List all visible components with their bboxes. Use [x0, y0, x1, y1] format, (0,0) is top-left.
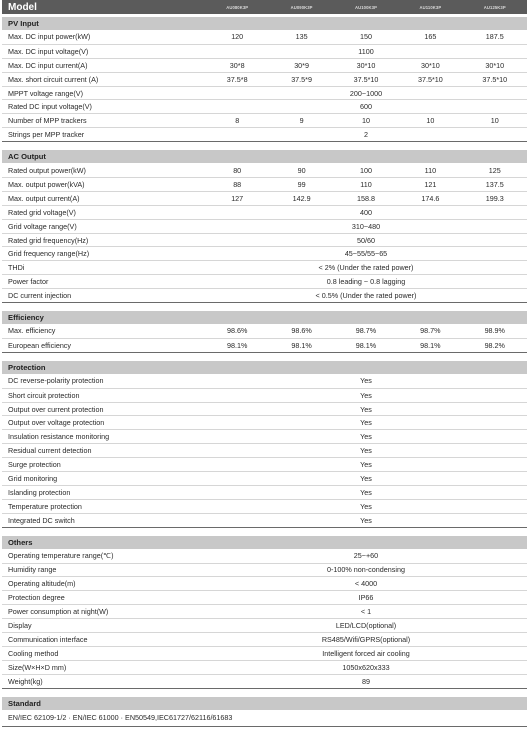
section-pv-input [2, 17, 527, 142]
shared-value: 25~+60 [353, 551, 379, 561]
shared-value: Yes [360, 404, 372, 414]
model-column: AU080K3P [226, 4, 249, 10]
parameter-label: Grid voltage range(V) [8, 221, 77, 231]
standard-text: EN/IEC 62109-1/2 · EN/IEC 61000 · EN50549,IEC61727/62116/61683 [8, 713, 233, 723]
value-cell: 90 [297, 165, 306, 175]
shared-value: Yes [360, 515, 372, 525]
spec-row [2, 205, 527, 219]
value-cell: 158.8 [356, 193, 375, 203]
section-standard [2, 697, 527, 727]
model-label: Model [8, 1, 37, 13]
spec-row [2, 274, 527, 288]
shared-value: < 2% (Under the rated power) [318, 263, 414, 273]
value-cell: 137.5 [485, 179, 504, 189]
spec-row [2, 324, 527, 338]
parameter-label: Max. output current(A) [8, 193, 80, 203]
spec-row [2, 72, 527, 86]
parameter-label: Rated grid frequency(Hz) [8, 235, 89, 245]
value-cell: 120 [231, 32, 244, 42]
spec-row [2, 58, 527, 72]
value-cell: 98.9% [484, 326, 505, 336]
spec-row [2, 246, 527, 260]
value-cell: 98.1% [420, 340, 441, 350]
value-cell: 98.1% [291, 340, 312, 350]
section-body [2, 374, 527, 528]
parameter-label: Operating altitude(m) [8, 579, 76, 589]
parameter-label: Short circuit protection [8, 390, 80, 400]
shared-value: 0-100% non-condensing [327, 565, 405, 575]
parameter-label: Protection degree [8, 593, 65, 603]
parameter-label: Residual current detection [8, 446, 92, 456]
shared-value: 1050x620x333 [342, 662, 390, 672]
shared-value: 400 [360, 207, 372, 217]
model-column: AU110K3P [419, 4, 442, 10]
value-cell: 37.5*10 [417, 74, 443, 84]
parameter-label: Max. DC input current(A) [8, 60, 88, 70]
value-cell: 165 [424, 32, 437, 42]
value-cell: 98.2% [484, 340, 505, 350]
spec-row [2, 646, 527, 660]
spec-sheet [2, 0, 527, 727]
value-cell: 30*9 [294, 60, 309, 70]
shared-value: LED/LCD(optional) [335, 621, 397, 630]
spec-row [2, 590, 527, 604]
value-cell: 121 [424, 179, 437, 189]
value-cell: 80 [233, 165, 242, 175]
value-cell: 30*10 [356, 60, 376, 70]
spec-row [2, 86, 527, 100]
parameter-label: Humidity range [8, 565, 57, 575]
parameter-label: Operating temperature range(℃) [8, 551, 114, 561]
shared-value: 0.8 leading ~ 0.8 lagging [326, 277, 406, 287]
spec-row [2, 219, 527, 233]
spec-row [2, 191, 527, 205]
parameter-label: Max. short circuit current (A) [8, 74, 99, 84]
spec-row [2, 402, 527, 416]
section-title: Standard [2, 697, 527, 710]
shared-value: 200~1000 [349, 88, 383, 98]
value-cell: 98.1% [355, 340, 377, 350]
value-cell: 30*10 [420, 60, 440, 70]
spec-row [2, 260, 527, 274]
value-cell: 187.5 [485, 32, 504, 42]
parameter-label: Integrated DC switch [8, 515, 75, 525]
parameter-label: Weight(kg) [8, 676, 43, 686]
parameter-label: Size(W×H×D mm) [8, 662, 67, 672]
value-cell: 37.5*9 [291, 74, 312, 84]
parameter-label: Max. output power(kVA) [8, 179, 85, 189]
model-column: AU090K3P [290, 4, 313, 10]
parameter-label: Output over current protection [8, 404, 104, 414]
section-title: PV Input [2, 17, 527, 30]
value-cell: 30*10 [485, 60, 505, 70]
parameter-label: Cooling method [8, 648, 59, 658]
section-body [2, 30, 527, 142]
spec-row [2, 113, 527, 127]
spec-row [2, 549, 527, 563]
section-others [2, 536, 527, 689]
spec-row [2, 374, 527, 388]
parameter-label: Grid frequency range(Hz) [8, 249, 90, 259]
value-cell: 127 [231, 193, 244, 203]
section-body [2, 549, 527, 689]
spec-sections [2, 17, 527, 689]
parameter-label: DC current injection [8, 291, 72, 301]
parameter-label: Communication interface [8, 634, 88, 644]
shared-value: 2 [364, 130, 368, 140]
shared-value: 1100 [358, 46, 374, 56]
parameter-label: Rated grid voltage(V) [8, 207, 76, 217]
value-cell: 30*8 [229, 60, 245, 70]
spec-row [2, 30, 527, 44]
spec-row [2, 233, 527, 247]
model-header [2, 0, 527, 14]
shared-value: 89 [362, 676, 370, 686]
parameter-label: Strings per MPP tracker [8, 130, 85, 140]
section-title: Efficiency [2, 311, 527, 324]
spec-row [2, 499, 527, 513]
value-cell: 199.3 [485, 193, 504, 203]
parameter-label: Power factor [8, 277, 49, 287]
value-cell: 37.5*10 [482, 74, 508, 84]
spec-row [2, 576, 527, 590]
value-cell: 98.7% [355, 326, 377, 336]
section-efficiency [2, 311, 527, 353]
shared-value: < 0.5% (Under the rated power) [315, 291, 417, 301]
shared-value: Yes [360, 432, 372, 442]
spec-row [2, 632, 527, 646]
value-cell: 98.6% [291, 326, 312, 336]
value-cell: 98.7% [420, 326, 441, 336]
spec-row [2, 618, 527, 632]
section-title: Others [2, 536, 527, 549]
section-protection [2, 361, 527, 528]
section-body [2, 324, 527, 353]
shared-value: Yes [360, 460, 372, 470]
value-cell: 88 [233, 179, 242, 189]
parameter-label: Max. DC input voltage(V) [8, 46, 89, 56]
shared-value: RS485/Wifi/GPRS(optional) [321, 634, 411, 644]
value-cell: 99 [297, 179, 306, 189]
shared-value: 600 [360, 102, 372, 112]
parameter-label: MPPT voltage range(V) [8, 88, 83, 98]
parameter-label: European efficiency [8, 340, 71, 350]
value-cell: 125 [488, 165, 501, 175]
value-cell: 37.5*8 [226, 74, 248, 84]
shared-value: Yes [360, 376, 372, 386]
spec-row [2, 443, 527, 457]
spec-row [2, 471, 527, 485]
parameter-label: Display [8, 621, 32, 630]
shared-value: Yes [360, 446, 372, 456]
parameter-label: Power consumption at night(W) [8, 607, 109, 617]
shared-value: < 4000 [354, 579, 378, 589]
value-cell: 110 [360, 179, 372, 189]
parameter-label: Max. DC input power(kW) [8, 32, 91, 42]
value-cell: 135 [295, 32, 308, 42]
shared-value: Yes [360, 390, 372, 400]
model-column: AU100K3P [354, 4, 377, 10]
shared-value: Yes [360, 487, 372, 497]
parameter-label: Output over voltage protection [8, 418, 105, 428]
spec-row [2, 513, 527, 527]
parameter-label: Insulation resistance monitoring [8, 432, 110, 442]
value-cell: 10 [426, 116, 435, 126]
spec-row [2, 163, 527, 177]
shared-value: Yes [360, 418, 372, 428]
spec-row [2, 338, 527, 352]
shared-value: Intelligent forced air cooling [322, 648, 410, 658]
shared-value: 45~55/55~65 [344, 249, 388, 259]
spec-row [2, 674, 527, 688]
value-cell: 10 [490, 116, 499, 126]
value-cell: 98.6% [227, 326, 248, 336]
spec-row [2, 44, 527, 58]
spec-row [2, 563, 527, 577]
spec-row [2, 604, 527, 618]
model-column: AU125K3P [483, 4, 506, 10]
section-body [2, 710, 527, 727]
spec-row [2, 388, 527, 402]
spec-row [2, 99, 527, 113]
section-title: AC Output [2, 150, 527, 163]
parameter-label: Rated output power(kW) [8, 165, 86, 175]
parameter-label: Temperature protection [8, 501, 82, 511]
section-ac-output [2, 150, 527, 303]
spec-row [2, 660, 527, 674]
parameter-label: DC reverse-polarity protection [8, 376, 104, 386]
value-cell: 10 [361, 116, 370, 126]
parameter-label: THDi [8, 263, 25, 273]
value-cell: 8 [235, 116, 240, 126]
parameter-label: Islanding protection [8, 487, 71, 497]
value-cell: 174.6 [421, 193, 440, 203]
value-cell: 98.1% [227, 340, 248, 350]
value-cell: 100 [359, 165, 372, 175]
spec-row [2, 429, 527, 443]
parameter-label: Number of MPP trackers [8, 116, 87, 126]
spec-row [2, 485, 527, 499]
section-body [2, 163, 527, 303]
value-cell: 150 [359, 32, 372, 42]
parameter-label: Grid monitoring [8, 473, 58, 483]
spec-row [2, 288, 527, 302]
parameter-label: Rated DC input voltage(V) [8, 102, 92, 112]
shared-value: Yes [360, 473, 372, 483]
spec-row [2, 415, 527, 429]
value-cell: 9 [299, 116, 304, 126]
shared-value: < 1 [360, 607, 372, 617]
shared-value: 310~480 [351, 221, 381, 231]
spec-row [2, 457, 527, 471]
value-cell: 37.5*10 [353, 74, 379, 84]
value-cell: 110 [424, 165, 437, 175]
value-cell: 142.9 [292, 193, 311, 203]
shared-value: Yes [360, 501, 372, 511]
spec-row [2, 177, 527, 191]
parameter-label: Surge protection [8, 460, 61, 470]
parameter-label: Max. efficiency [8, 326, 56, 336]
shared-value: 50/60 [357, 235, 375, 245]
spec-row [2, 127, 527, 141]
shared-value: IP66 [358, 593, 374, 603]
section-title: Protection [2, 361, 527, 374]
